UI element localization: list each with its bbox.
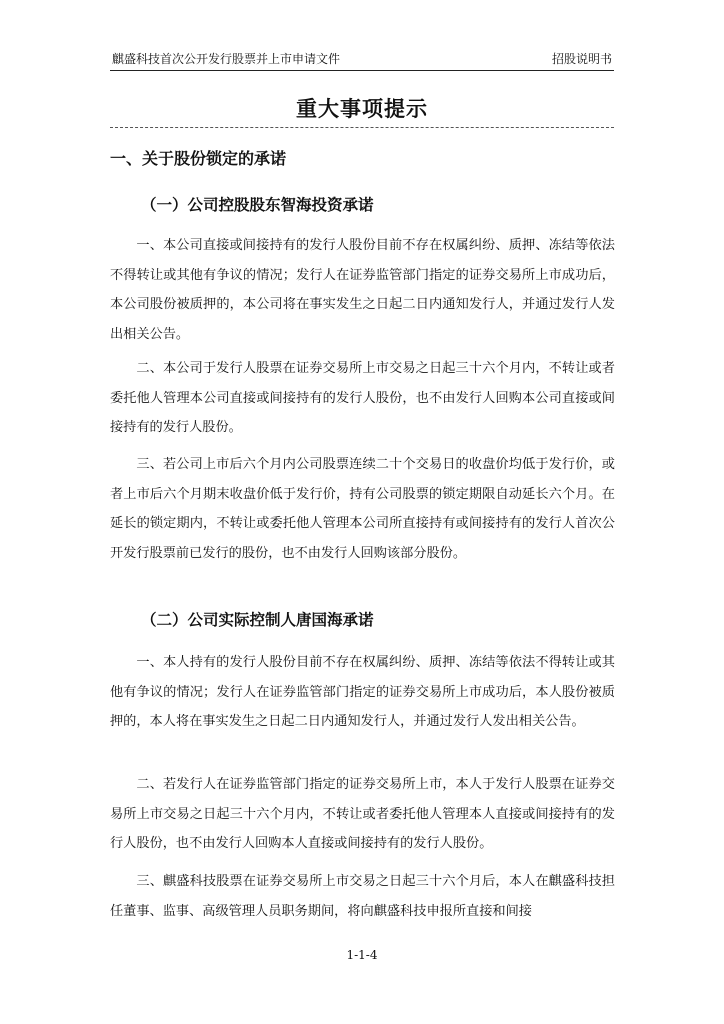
title-divider <box>110 127 614 128</box>
subsection-heading-controlling-shareholder: （一）公司控股股东智海投资承诺 <box>141 196 374 214</box>
section-heading-share-lockup: 一、关于股份锁定的承诺 <box>110 149 287 168</box>
running-header <box>110 48 614 71</box>
paragraph: 二、若发行人在证券监管部门指定的证券交易所上市，本人于发行人股票在证券交易所上市交易之日起三十六个月内，不转让或者委托他人管理本人直接或间接持有的发行人股份，也不由发行人回购本人直接或间接持有的发行人股份。 <box>110 777 615 851</box>
paragraph: 一、本公司直接或间接持有的发行人股份目前不存在权属纠纷、质押、冻结等依法不得转让或其他有争议的情况；发行人在证券监管部门指定的证券交易所上市成功后，本公司股份被质押的，本公司将在事实发生之日起二日内通知发行人，并通过发行人发出相关公告。 <box>110 238 615 342</box>
subsection-heading-actual-controller: （二）公司实际控制人唐国海承诺 <box>141 611 374 629</box>
header-document-name: 麒盛科技首次公开发行股票并上市申请文件 <box>112 52 341 66</box>
paragraph: 三、麒盛科技股票在证券交易所上市交易之日起三十六个月后，本人在麒盛科技担任董事、监事、高级管理人员职务期间，将向麒盛科技申报所直接和间接 <box>110 874 615 919</box>
page-number: 1-1-4 <box>346 948 378 962</box>
page-title: 重大事项提示 <box>296 97 428 121</box>
paragraph: 三、若公司上市后六个月内公司股票连续二十个交易日的收盘价均低于发行价，或者上市后六个月期末收盘价低于发行价，持有公司股票的锁定期限自动延长六个月。在延长的锁定期内，不转让或委托他人管理本公司所直接持有或间接持有的发行人首次公开发行股票前已发行的股份，也不由发行人回购该部分股份。 <box>110 457 615 561</box>
paragraph: 一、本人持有的发行人股份目前不存在权属纠纷、质押、冻结等依法不得转让或其他有争议的情况；发行人在证券监管部门指定的证券交易所上市成功后，本人股份被质押的，本人将在事实发生之日起二日内通知发行人，并通过发行人发出相关公告。 <box>110 655 615 729</box>
header-document-type: 招股说明书 <box>551 52 612 66</box>
paragraph: 二、本公司于发行人股票在证券交易所上市交易之日起三十六个月内，不转让或者委托他人管理本公司直接或间接持有的发行人股份，也不由发行人回购本公司直接或间接持有的发行人股份。 <box>110 361 615 435</box>
